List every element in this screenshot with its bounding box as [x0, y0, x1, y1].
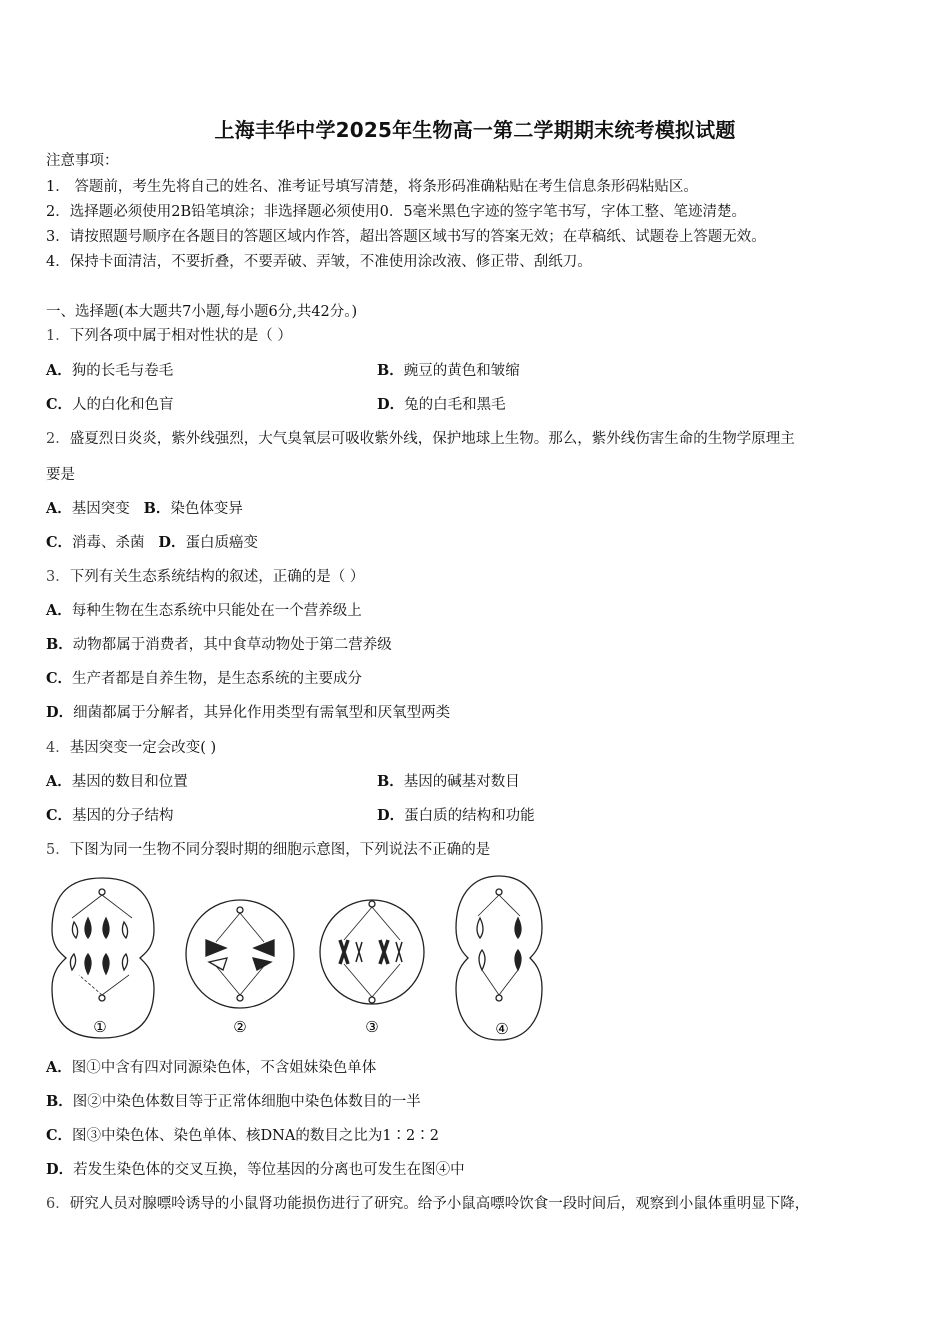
- q1-option-d: [377, 396, 506, 414]
- option-letter: A．: [46, 1059, 72, 1076]
- q3-option-d: [46, 704, 450, 722]
- option-text: 基因的数目和位置: [71, 774, 188, 790]
- option-text: 人的白化和色盲: [72, 397, 174, 413]
- question-stem: 盛夏烈日炎炎，紫外线强烈，大气臭氧层可吸收紫外线，保护地球上生物。那么，紫外线伤害生命的生物学原理主: [69, 431, 795, 447]
- q4-option-d: [377, 807, 535, 825]
- notice-item-1: 1． 答题前，考生先将自己的姓名、准考证号填写清楚，将条形码准确粘贴在考生信息条形码粘贴区。: [46, 179, 698, 195]
- question-number: 4．: [46, 740, 70, 756]
- option-letter: D．: [158, 534, 186, 551]
- notice-item-4: 4．保持卡面清洁，不要折叠，不要弄破、弄皱，不准使用涂改液、修正带、刮纸刀。: [46, 254, 592, 270]
- question-number: 2．: [46, 431, 70, 447]
- figure-label-2: ②: [233, 1018, 247, 1036]
- q1-option-c: [46, 396, 174, 414]
- option-letter: A．: [46, 362, 72, 379]
- option-text: 狗的长毛与卷毛: [71, 363, 174, 379]
- q1-option-b: [377, 362, 520, 380]
- question-number: 5．: [46, 842, 70, 858]
- q5-option-d: [46, 1161, 465, 1179]
- figure-label-3: ③: [365, 1018, 379, 1036]
- option-text: 细菌都属于分解者，其异化作用类型有需氧型和厌氧型两类: [73, 705, 451, 721]
- q4-option-b: [377, 773, 520, 791]
- option-letter: A．: [46, 602, 72, 619]
- question-6: [46, 1195, 809, 1213]
- q1-option-a: [46, 362, 173, 380]
- figure-label-1: ①: [93, 1018, 107, 1036]
- option-letter: C．: [46, 396, 73, 413]
- option-text: 每种生物在生态系统中只能处在一个营养级上: [71, 603, 362, 619]
- option-letter: C．: [46, 1127, 73, 1144]
- option-text: 图③中染色体、染色单体、核DNA的数目之比为1∶2∶2: [72, 1128, 440, 1144]
- q3-option-b: [46, 636, 392, 654]
- option-text: 蛋白质的结构和功能: [404, 808, 535, 824]
- option-text: 基因突变: [71, 501, 130, 517]
- question-2-continued: 要是: [46, 467, 75, 483]
- option-letter: B．: [377, 362, 404, 379]
- option-letter: A．: [46, 500, 72, 517]
- question-2: [46, 430, 795, 448]
- option-letter: B．: [143, 500, 171, 517]
- option-text: 兔的白毛和黑毛: [404, 397, 506, 413]
- section-heading: 一、选择题(本大题共7小题,每小题6分,共42分。): [46, 304, 358, 320]
- q2-options-ab: [46, 500, 243, 518]
- question-stem: 下图为同一生物不同分裂时期的细胞示意图，下列说法不正确的是: [69, 842, 491, 858]
- option-letter: B．: [46, 636, 73, 653]
- option-text: 图②中染色体数目等于正常体细胞中染色体数目的一半: [72, 1094, 421, 1110]
- notice-item-3: 3．请按照题号顺序在各题目的答题区域内作答，超出答题区域书写的答案无效；在草稿纸、试题卷上答题无效。: [46, 229, 766, 245]
- question-stem: 下列有关生态系统结构的叙述，正确的是（ ）: [69, 569, 365, 585]
- notice-heading: 注意事项：: [46, 153, 119, 169]
- q4-option-a: [46, 773, 188, 791]
- question-number: 6．: [46, 1196, 70, 1212]
- option-letter: D．: [46, 704, 74, 721]
- question-1: [46, 327, 292, 345]
- cell-division-figure: [44, 870, 564, 1045]
- cell-diagram-3: [320, 900, 424, 1004]
- option-letter: B．: [46, 1093, 73, 1110]
- q4-option-c: [46, 807, 174, 825]
- option-text: 豌豆的黄色和皱缩: [403, 363, 520, 379]
- option-letter: B．: [377, 773, 404, 790]
- question-4: [46, 739, 216, 757]
- option-letter: C．: [46, 534, 73, 551]
- question-number: 1．: [46, 328, 70, 344]
- option-text: 染色体变异: [170, 501, 243, 517]
- option-letter: D．: [46, 1161, 74, 1178]
- option-text: 基因的分子结构: [72, 808, 174, 824]
- option-text: 消毒、杀菌: [72, 535, 145, 551]
- option-text: 动物都属于消费者，其中食草动物处于第二营养级: [72, 637, 392, 653]
- cell-diagram-1: [52, 878, 154, 1038]
- option-text: 若发生染色体的交叉互换，等位基因的分离也可发生在图④中: [73, 1162, 465, 1178]
- question-number: 3．: [46, 569, 70, 585]
- option-letter: D．: [377, 396, 405, 413]
- page-title: 上海丰华中学2025年生物高一第二学期期末统考模拟试题: [214, 118, 736, 142]
- question-3: [46, 568, 364, 586]
- cell-diagram-2: [186, 900, 294, 1008]
- question-stem: 基因突变一定会改变( ): [69, 740, 217, 756]
- option-text: 基因的碱基对数目: [403, 774, 520, 790]
- option-letter: C．: [46, 670, 73, 687]
- q3-option-a: [46, 602, 362, 620]
- q5-option-a: [46, 1059, 376, 1077]
- option-letter: D．: [377, 807, 405, 824]
- figure-label-4: ④: [495, 1020, 509, 1038]
- question-stem: 下列各项中属于相对性状的是（ ）: [69, 328, 292, 344]
- cell-diagram-4: [456, 876, 542, 1040]
- option-text: 生产者都是自养生物，是生态系统的主要成分: [72, 671, 363, 687]
- question-stem: 研究人员对腺嘌呤诱导的小鼠肾功能损伤进行了研究。给予小鼠高嘌呤饮食一段时间后，观察到小鼠体重明显下降，: [69, 1196, 810, 1212]
- option-letter: C．: [46, 807, 73, 824]
- notice-item-2: 2．选择题必须使用2B铅笔填涂；非选择题必须使用0．5毫米黑色字迹的签字笔书写，字体工整、笔迹清楚。: [46, 204, 747, 220]
- q2-options-cd: [46, 534, 258, 552]
- option-text: 图①中含有四对同源染色体，不含姐妹染色单体: [71, 1060, 377, 1076]
- q5-option-c: [46, 1127, 439, 1145]
- option-letter: A．: [46, 773, 72, 790]
- question-5: [46, 841, 490, 859]
- option-text: 蛋白质癌变: [185, 535, 258, 551]
- q5-option-b: [46, 1093, 421, 1111]
- q3-option-c: [46, 670, 362, 688]
